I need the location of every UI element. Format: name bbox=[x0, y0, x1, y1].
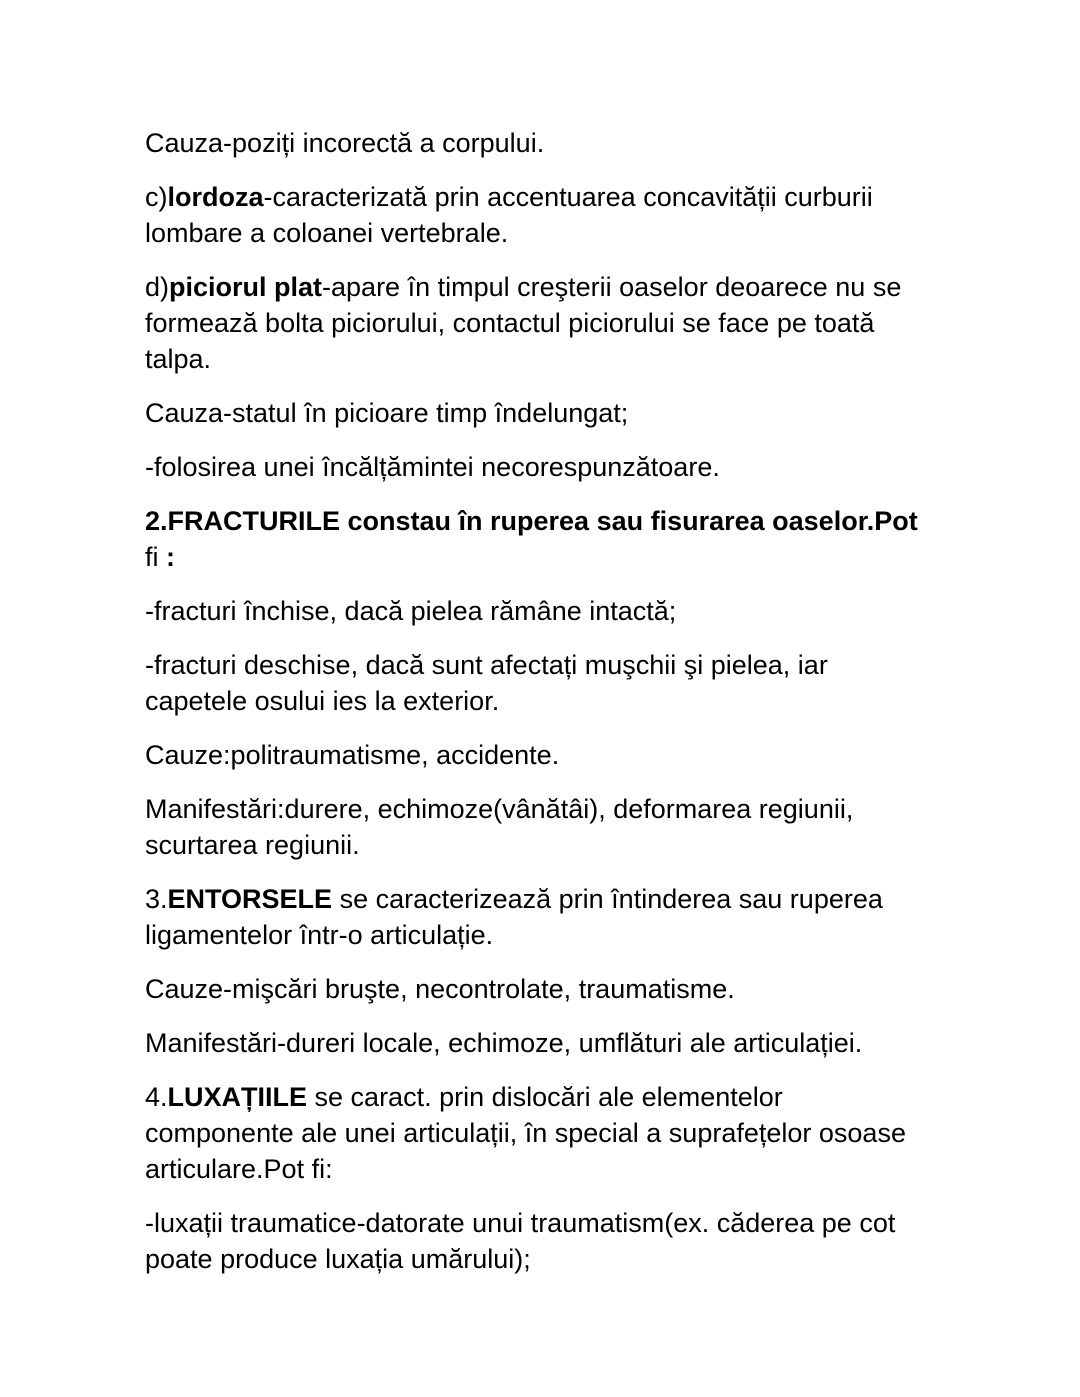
text-line bbox=[145, 503, 1025, 539]
paragraph bbox=[145, 971, 1025, 1007]
text-line bbox=[145, 1025, 1025, 1061]
text-line bbox=[145, 683, 1025, 719]
text-line bbox=[145, 1151, 1025, 1187]
paragraph bbox=[145, 647, 1025, 719]
text-segment: scurtarea regiunii. bbox=[145, 830, 360, 860]
paragraph bbox=[145, 1025, 1025, 1061]
text-line bbox=[145, 737, 1025, 773]
bold-text: 2.FRACTURILE constau în ruperea sau fisurarea oaselor.Pot bbox=[145, 506, 918, 536]
text-line bbox=[145, 305, 1025, 341]
bold-text: : bbox=[166, 542, 176, 572]
text-line bbox=[145, 647, 1025, 683]
text-line bbox=[145, 215, 1025, 251]
paragraph bbox=[145, 503, 1025, 575]
text-segment: Cauza-statul în picioare timp îndelungat; bbox=[145, 398, 629, 428]
paragraph bbox=[145, 881, 1025, 953]
text-segment: fi bbox=[145, 542, 167, 572]
text-segment: poate produce luxația umărului); bbox=[145, 1244, 531, 1274]
text-line bbox=[145, 791, 1025, 827]
text-segment: 4. bbox=[145, 1082, 168, 1112]
text-line bbox=[145, 1241, 1025, 1277]
text-line bbox=[145, 917, 1025, 953]
paragraph bbox=[145, 791, 1025, 863]
text-segment: 3. bbox=[145, 884, 168, 914]
bold-text: lordoza bbox=[167, 182, 264, 212]
text-segment: se caract. prin dislocări ale elementelor bbox=[307, 1082, 783, 1112]
text-line bbox=[145, 971, 1025, 1007]
paragraph bbox=[145, 593, 1025, 629]
document-body bbox=[145, 125, 1025, 1295]
text-line bbox=[145, 593, 1025, 629]
text-segment: lombare a coloanei vertebrale. bbox=[145, 218, 509, 248]
text-line bbox=[145, 125, 1025, 161]
text-segment: -folosirea unei încălțămintei necorespunzătoare. bbox=[145, 452, 720, 482]
text-segment: Cauze:politraumatisme, accidente. bbox=[145, 740, 560, 770]
text-segment: talpa. bbox=[145, 344, 212, 374]
text-line bbox=[145, 827, 1025, 863]
paragraph bbox=[145, 269, 1025, 377]
paragraph bbox=[145, 1205, 1025, 1277]
paragraph bbox=[145, 449, 1025, 485]
text-segment: capetele osului ies la exterior. bbox=[145, 686, 500, 716]
text-segment: -luxații traumatice-datorate unui traumatism(ex. căderea pe cot bbox=[145, 1208, 896, 1238]
paragraph bbox=[145, 737, 1025, 773]
paragraph bbox=[145, 395, 1025, 431]
text-segment: formează bolta piciorului, contactul piciorului se face pe toată bbox=[145, 308, 875, 338]
text-line bbox=[145, 341, 1025, 377]
bold-text: ENTORSELE bbox=[167, 884, 333, 914]
paragraph bbox=[145, 179, 1025, 251]
bold-text: piciorul plat bbox=[169, 272, 323, 302]
text-segment: Cauza-poziți incorectă a corpului. bbox=[145, 128, 545, 158]
text-segment: ligamentelor într-o articulație. bbox=[145, 920, 494, 950]
text-segment: se caracterizează prin întinderea sau ruperea bbox=[332, 884, 883, 914]
text-line bbox=[145, 395, 1025, 431]
text-segment: -apare în timpul creşterii oaselor deoarece nu se bbox=[322, 272, 902, 302]
text-line bbox=[145, 1079, 1025, 1115]
bold-text: LUXAȚIILE bbox=[167, 1082, 308, 1112]
text-line bbox=[145, 179, 1025, 215]
paragraph bbox=[145, 125, 1025, 161]
text-segment: componente ale unei articulații, în special a suprafețelor osoase bbox=[145, 1118, 906, 1148]
text-line bbox=[145, 1205, 1025, 1241]
text-segment: -fracturi închise, dacă pielea rămâne intactă; bbox=[145, 596, 677, 626]
text-line bbox=[145, 881, 1025, 917]
text-segment: Cauze-mişcări bruşte, necontrolate, traumatisme. bbox=[145, 974, 735, 1004]
text-segment: Manifestări:durere, echimoze(vânătâi), deformarea regiunii, bbox=[145, 794, 854, 824]
text-segment: d) bbox=[145, 272, 170, 302]
paragraph bbox=[145, 1079, 1025, 1187]
text-segment: articulare.Pot fi: bbox=[145, 1154, 333, 1184]
text-segment: Manifestări-dureri locale, echimoze, umflături ale articulației. bbox=[145, 1028, 863, 1058]
text-segment: c) bbox=[145, 182, 168, 212]
text-line bbox=[145, 269, 1025, 305]
text-segment: -caracterizată prin accentuarea concavității curburii bbox=[263, 182, 873, 212]
text-line bbox=[145, 449, 1025, 485]
text-line bbox=[145, 1115, 1025, 1151]
text-line bbox=[145, 539, 1025, 575]
text-segment: -fracturi deschise, dacă sunt afectați muşchii şi pielea, iar bbox=[145, 650, 828, 680]
